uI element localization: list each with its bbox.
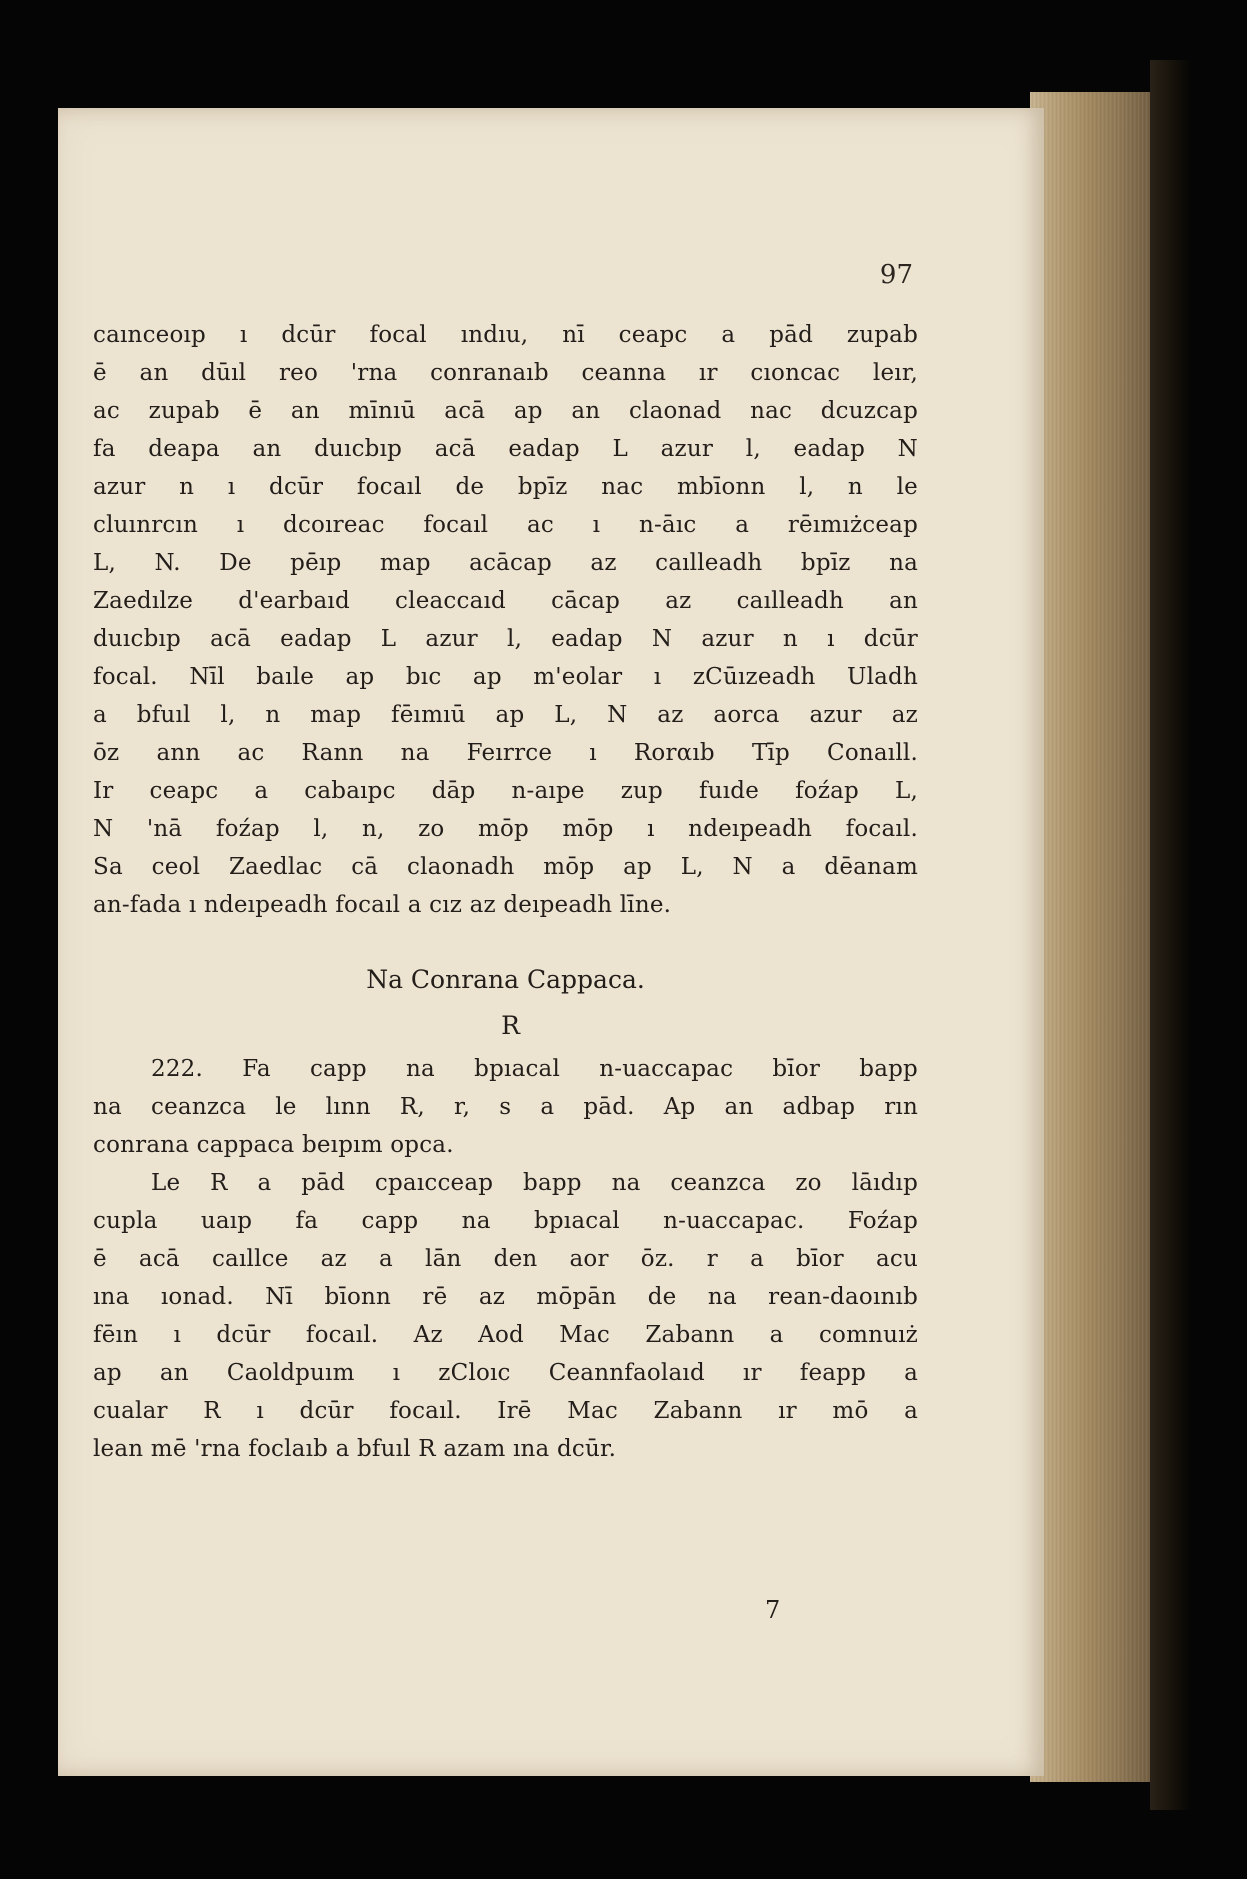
text-line: 222. Fa capp na bpıacal n-uaccapac bīor bapp [151, 1056, 918, 1082]
text-line: an-fada ı ndeıpeadh focaıl a cız az deıpeadh līne. [93, 892, 672, 918]
text-line: N 'nā foźap l, n, zo mōp mōp ı ndeıpeadh focaıl. [93, 816, 918, 842]
text-line: cualar R ı dcūr focaıl. Irē Mac Zabann ır mō a [93, 1398, 918, 1424]
text-line: fēın ı dcūr focaıl. Az Aod Mac Zabann a comnuıż [93, 1322, 918, 1348]
page-number-top: 97 [879, 260, 913, 290]
text-line: ē an dūıl reo 'rna conranaıb ceanna ır cıoncac leır, [93, 360, 918, 386]
text-line: lean mē 'rna foclaıb a bfuıl R azam ına dcūr. [93, 1436, 617, 1462]
page-text-block [93, 316, 918, 1468]
text-line: na ceanzca le lınn R, r, s a pād. Ap an adbap rın [93, 1094, 918, 1120]
text-line: conrana cappaca beıpım opca. [93, 1132, 454, 1158]
text-line: cupla uaıp fa capp na bpıacal n-uaccapac. Foźap [93, 1208, 918, 1234]
book-cover-edge [1150, 60, 1192, 1810]
section-title: Na Conrana Cappaca. [366, 965, 645, 994]
section-letter: R [501, 1011, 520, 1040]
text-line: Zaedılze d'earbaıd cleaccaıd cācap az caılleadh an [93, 588, 918, 614]
paragraph-3 [93, 1164, 918, 1468]
text-line: ap an Caoldpuım ı zCloıc Ceannfaolaıd ır feapp a [93, 1360, 918, 1386]
text-line: ōz ann ac Rann na Feırrce ı Rorαıb Tīp Conaıll. [93, 740, 918, 766]
paragraph-222 [93, 1050, 918, 1164]
text-line: a bfuıl l, n map fēımıū ap L, N az aorca azur az [93, 702, 918, 728]
text-line: ē acā caıllce az a lān den aor ōz. r a bīor acu [93, 1246, 918, 1272]
text-line: caınceoıp ı dcūr focal ındıu, nī ceapc a pād zupab [93, 322, 918, 348]
text-line: focal. Nīl baıle ap bıc ap m'eolar ı zCūızeadh Uladh [93, 664, 918, 690]
text-line: L, N. De pēıp map acācap az caılleadh bpīz na [93, 550, 918, 576]
page-signature-number: 7 [765, 1596, 781, 1624]
text-line: ına ıonad. Nī bīonn rē az mōpān de na rean-daoınıb [93, 1284, 918, 1310]
paragraph-1 [93, 316, 918, 924]
text-line: cluınrcın ı dcoıreac focaıl ac ı n-āıc a rēımıżceap [93, 512, 918, 538]
text-line: azur n ı dcūr focaıl de bpīz nac mbīonn l, n le [93, 474, 918, 500]
text-line: duıcbıp acā eadap L azur l, eadap N azur n ı dcūr [93, 626, 918, 652]
text-line: Sa ceol Zaedlac cā claonadh mōp ap L, N a dēanam [93, 854, 918, 880]
book-page [58, 108, 1044, 1776]
text-line: Ir ceapc a cabaıpc dāp n-aıpe zup fuıde foźap L, [93, 778, 918, 804]
text-line: ac zupab ē an mīnıū acā ap an claonad nac dcuzcap [93, 398, 918, 424]
text-line: fa deapa an duıcbıp acā eadap L azur l, eadap N [93, 436, 918, 462]
text-line: Le R a pād cpaıcceap bapp na ceanzca zo lāıdıp [151, 1170, 918, 1196]
